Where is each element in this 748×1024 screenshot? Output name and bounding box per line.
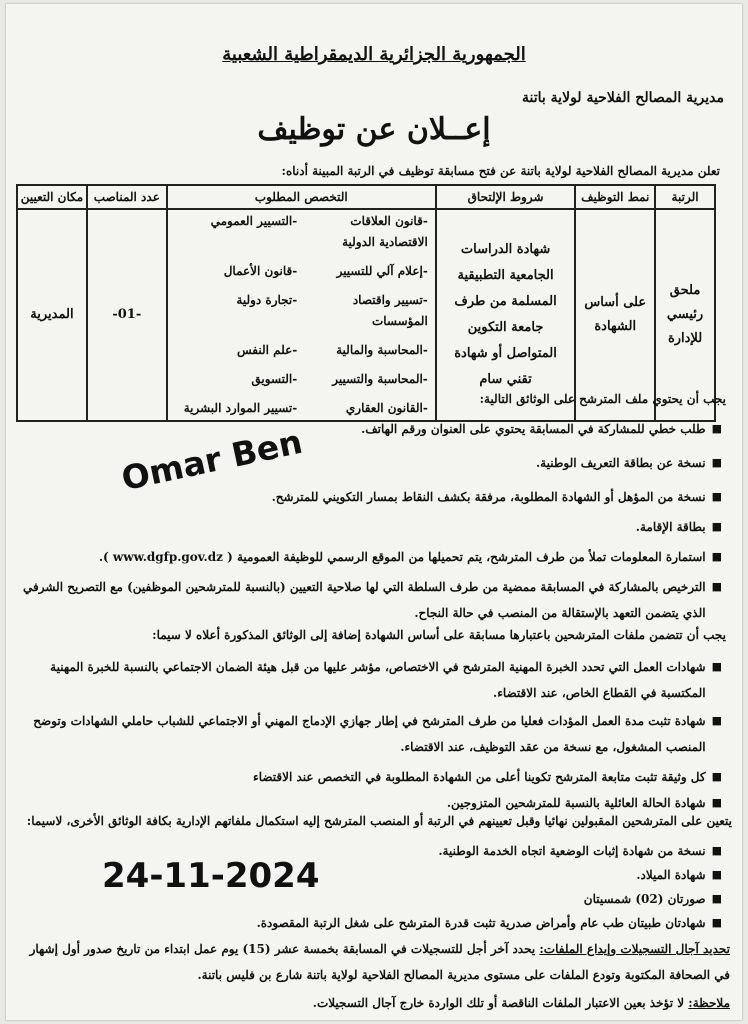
remark-label: ملاحظة: (688, 996, 730, 1010)
specialty-item: -علم النفس (236, 343, 298, 357)
specialty-item: -المحاسبة والمالية (336, 343, 428, 357)
bullet-icon: ■ (711, 844, 722, 857)
bullet-icon: ■ (711, 456, 722, 469)
cell-positions: -01- (87, 209, 167, 421)
cell-conditions (436, 209, 576, 421)
col-conditions: شروط الإلتحاق (436, 185, 576, 209)
col-specialty: التخصص المطلوب (167, 185, 436, 209)
list-item: ■ الترخيص بالمشاركة في المسابقة ممضية من طرف السلطة التي لها صلاحية التعيين (بالنسبة للمترشحين الموظفين) مع التصريح الشرفي الذي يتضمن التعهد بالإستقالة من المنصب في حالة النجاح. (20, 574, 722, 626)
col-positions: عدد المناصب (87, 185, 167, 209)
remark-text: لا تؤخذ بعين الاعتبار الملفات الناقصة أو تلك الواردة خارج آجال التسجيلات. (312, 996, 685, 1010)
deadline-label: تحديد آجال التسجيلات وإيداع الملفات: (539, 942, 730, 956)
specialty-item: -التسويق (251, 372, 298, 386)
specialty-item: -التسيير العمومي (210, 214, 298, 228)
bullet-icon: ■ (711, 422, 722, 435)
announcement-page (6, 4, 742, 1020)
list-item: ■ طلب خطي للمشاركة في المسابقة يحتوي على العنوان ورقم الهاتف. (20, 416, 722, 442)
bullet-icon: ■ (711, 770, 722, 783)
specialty-item: -قانون العلاقات الاقتصادية الدولية (342, 214, 428, 249)
list-item: ■ شهادة تثبت مدة العمل المؤدات فعليا من طرف المترشح في إطار جهازي الإدماج المهني أو الاجتماعي للشباب حاملي الشهادات وتوضح المنصب المشغول، مع نسخة من عقد التوظيف، عند الاقتضاء. (20, 708, 722, 760)
watermark-text: Omar Ben (118, 421, 306, 499)
specialty-item: -تسيير واقتصاد المؤسسات (352, 293, 428, 328)
bullet-icon: ■ (711, 660, 722, 673)
table-header-row (17, 185, 715, 209)
table-row (17, 209, 715, 421)
cell-mode: على أساس الشهادة (575, 209, 655, 421)
conditions-text: شهادة الدراسات الجامعية التطبيقية المسلمة من طرف جامعة التكوين المتواصل أو شهادة تقني سام (454, 242, 557, 387)
specialty-item: -تسيير الموارد البشرية (183, 401, 298, 415)
bullet-icon: ■ (711, 892, 722, 905)
republic-heading: الجمهورية الجزائرية الديمقراطية الشعبية (222, 44, 526, 65)
announcement-title: إعــلان عن توظيف (257, 112, 491, 147)
col-mode: نمط التوظيف (575, 185, 655, 209)
remark-note (18, 990, 730, 1016)
list-item: ■ كل وثيقة تثبت متابعة المترشح تكوينا أعلى من الشهادة المطلوبة في التخصص عند الاقتضاء (20, 764, 722, 790)
list-item: ■ شهادة الحالة العائلية بالنسبة للمترشحين المتزوجين. (20, 790, 722, 816)
list-item: ■ صورتان (02) شمسيتان (20, 886, 722, 912)
specialty-item: -القانون العقاري (345, 401, 428, 415)
list-item: ■ نسخة عن بطاقة التعريف الوطنية. (20, 450, 722, 476)
bullet-icon: ■ (711, 580, 722, 593)
bullet-icon: ■ (711, 490, 722, 503)
deadline-text: يحدد آخر أجل للتسجيلات في المسابقة بخمسة عشر (15) يوم عمل ابتداء من تاريخ صدور أول إشهار في الصحافة المكتوبة وتودع الملفات على مستوى مديرية المصالح الفلاحية لولاية باتنة شارع بن فليس باتنة. (29, 942, 730, 982)
col-location: مكان التعيين (17, 185, 87, 209)
list-item: ■ شهادتان طبيتان طب عام وأمراض صدرية تثبت قدرة المترشح على شغل الرتبة المقصودة. (20, 910, 722, 936)
list-item: ■ استمارة المعلومات تملأ من طرف المترشح، يتم تحميلها من الموقع الرسمي للوظيفة العمومية ( www.dgfp.gov.dz ). (20, 544, 722, 570)
specialty-list (169, 211, 434, 419)
bullet-icon: ■ (711, 796, 722, 809)
bullet-icon: ■ (711, 520, 722, 533)
list-item: ■ شهادات العمل التي تحدد الخبرة المهنية المترشح في الاختصاص، مؤشر عليها من قبل هيئة الضمان الاجتماعي بالنسبة للخبرة المهنية المكتسبة في القطاع الخاص، عند الاقتضاء. (20, 654, 722, 706)
cell-location: المديرية (17, 209, 87, 421)
successful-heading: يتعين على المترشحين المقبولين نهائيا وقبل تعيينهم في الرتبة أو المنصب المترشح إليه استكمال ملفاتهم الإدارية بكافة الوثائق الأخرى، لاسيما: (26, 814, 732, 828)
bullet-icon: ■ (711, 550, 722, 563)
recruitment-table (16, 184, 716, 422)
list-item: ■ نسخة من شهادة إثبات الوضعية اتجاه الخدمة الوطنية. (20, 838, 722, 864)
documents-heading: يجب أن يحتوي ملف المترشح على الوثائق التالية: (479, 392, 726, 406)
intro-text: تعلن مديرية المصالح الفلاحية لولاية باتنة عن فتح مسابقة توظيف في الرتبة المبينة أدناه: (281, 164, 720, 178)
specialty-item: -المحاسبة والتسيير (332, 372, 428, 386)
cell-grade: ملحق رئيسي للإدارة (655, 209, 715, 421)
list-item: ■ نسخة من المؤهل أو الشهادة المطلوبة، مرفقة بكشف النقاط بمسار التكويني للمترشح. (20, 484, 722, 510)
cell-specialties (167, 209, 436, 421)
bullet-icon: ■ (711, 916, 722, 929)
directorate-name: مديرية المصالح الفلاحية لولاية باتنة (522, 90, 724, 106)
date-stamp: 24-11-2024 (102, 856, 320, 896)
deadline-note (18, 936, 730, 988)
bullet-icon: ■ (711, 868, 722, 881)
list-item: ■ شهادة الميلاد. (20, 862, 722, 888)
col-grade: الرتبة (655, 185, 715, 209)
specialty-item: -تجارة دولية (236, 293, 298, 307)
evaluation-heading: يجب أن تتضمن ملفات المترشحين باعتبارها مسابقة على أساس الشهادة إضافة إلى الوثائق المذكورة أعلاه لا سيما: (152, 628, 726, 642)
list-item: ■ بطاقة الإقامة. (20, 514, 722, 540)
specialty-item: -إعلام آلي للتسيير (336, 264, 428, 278)
bullet-icon: ■ (711, 714, 722, 727)
specialty-item: -قانون الأعمال (223, 264, 298, 278)
